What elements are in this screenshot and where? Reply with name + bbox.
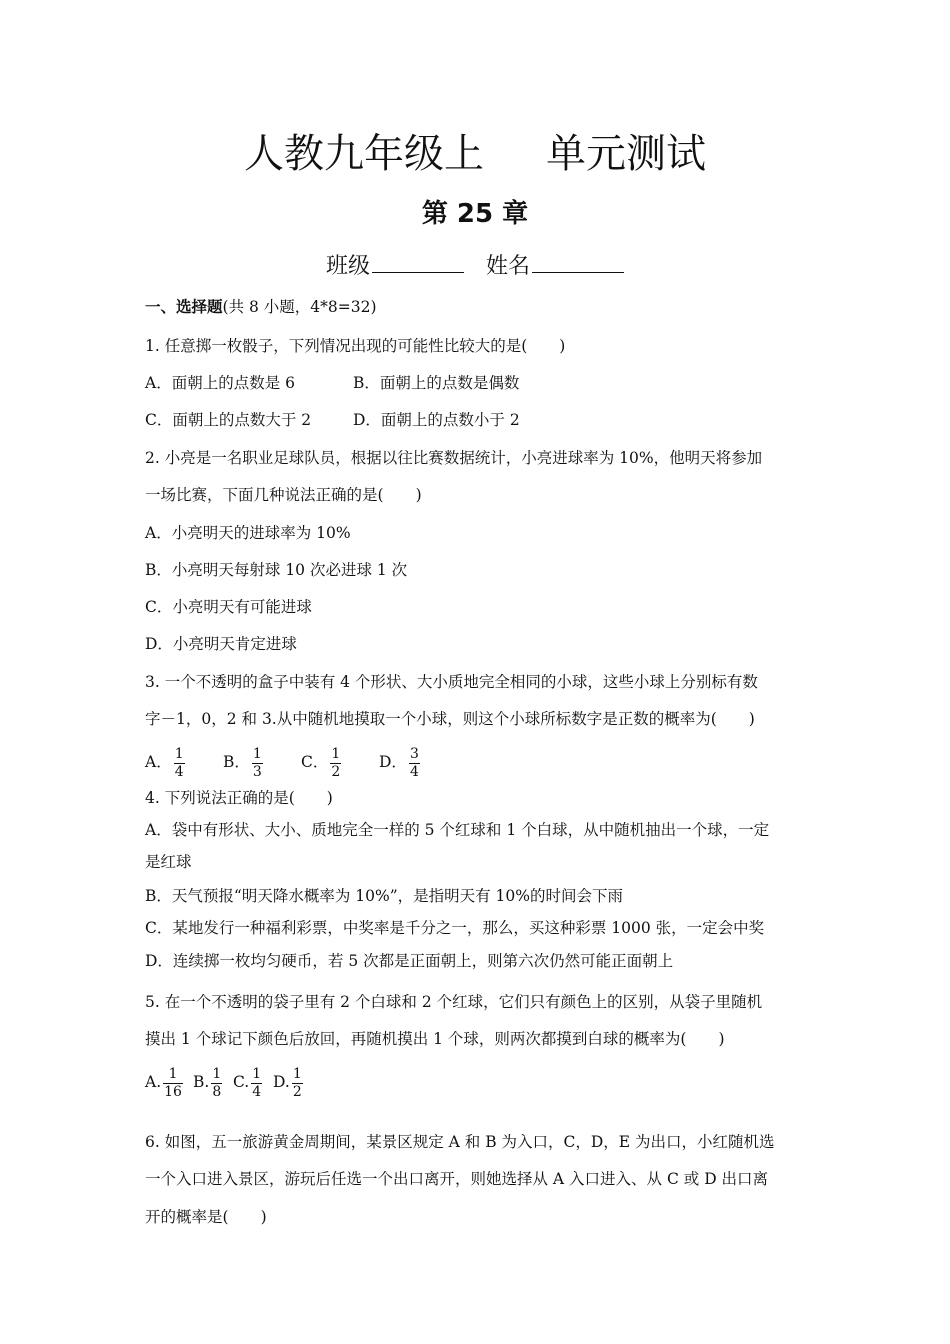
- q3-line2-text: 字－1，0，2 和 3.从中随机地摸取一个小球，则这个小球所标数字是正数的概率为(: [145, 710, 717, 728]
- q3-option-a: [145, 742, 223, 782]
- class-label: 班级: [325, 254, 370, 279]
- question-2-stem-line-1: 2. 小亮是一名职业足球队员，根据以往比赛数据统计，小亮进球率为 10%，他明天将参加: [145, 449, 763, 467]
- q5-num-b: 1: [212, 1065, 222, 1082]
- q3-label-b: B．: [223, 753, 250, 771]
- question-3-stem-line-2: [145, 709, 755, 729]
- q3-num-d: 3: [409, 745, 419, 762]
- q3-fraction-c: [330, 746, 341, 781]
- section-title: 一、选择题: [145, 297, 223, 316]
- q5-close-paren: ): [718, 1030, 725, 1048]
- q5-fraction-d: [292, 1066, 303, 1101]
- q4-option-a-line-1: A．袋中有形状、大小、质地完全一样的 5 个红球和 1 个白球，从中随机抽出一个球，一定: [145, 821, 770, 839]
- question-6-stem-line-1: 6. 如图，五一旅游黄金周期间，某景区规定 A 和 B 为入口，C，D，E 为出口，小红随机选: [145, 1133, 775, 1151]
- q1-stem-text: 1. 任意掷一枚骰子，下列情况出现的可能性比较大的是(: [145, 337, 528, 355]
- question-1-options-cd: [145, 410, 520, 430]
- q3-option-d: [379, 742, 422, 782]
- q3-fraction-d: [409, 746, 420, 781]
- section-heading: [145, 297, 377, 317]
- q3-close-paren: ): [748, 710, 755, 728]
- q5-option-c: [233, 1062, 273, 1102]
- q2-option-c: C．小亮明天有可能进球: [145, 598, 312, 616]
- q4-close-paren: ): [326, 789, 333, 807]
- q3-fraction-b: [252, 746, 263, 781]
- q5-den-a: 16: [164, 1083, 182, 1100]
- q3-den-d: 4: [409, 763, 419, 780]
- q2-option-a: A．小亮明天的进球率为 10%: [145, 524, 351, 542]
- q5-option-b: [193, 1062, 233, 1102]
- q5-label-b: B.: [193, 1073, 210, 1091]
- q1-option-a: A．面朝上的点数是 6: [145, 374, 295, 392]
- question-6-stem-line-3: [145, 1207, 267, 1227]
- question-1-options-ab: [145, 373, 519, 393]
- q3-label-d: D．: [379, 753, 407, 771]
- q3-num-a: 1: [174, 745, 184, 762]
- q3-num-b: 1: [252, 745, 262, 762]
- q4-option-a-line-2: 是红球: [145, 853, 192, 871]
- q5-label-d: D.: [273, 1073, 290, 1091]
- question-5-stem-line-2: [145, 1029, 725, 1049]
- q5-num-d: 1: [292, 1065, 302, 1082]
- q5-fraction-b: [211, 1066, 222, 1101]
- q3-label-c: C．: [301, 753, 329, 771]
- title-part-2: 单元测试: [546, 131, 706, 177]
- q5-line2-text: 摸出 1 个球记下颜色后放回，再随机摸出 1 个球，则两次都摸到白球的概率为(: [145, 1030, 687, 1048]
- name-blank: [532, 250, 624, 273]
- section-note: (共 8 小题，4*8=32): [222, 298, 377, 316]
- q1-option-d: D．面朝上的点数小于 2: [353, 411, 520, 429]
- q2-option-d: D．小亮明天肯定进球: [145, 635, 297, 653]
- q5-num-c: 1: [252, 1065, 262, 1082]
- question-3-stem-line-1: 3. 一个不透明的盒子中装有 4 个形状、大小质地完全相同的小球，这些小球上分别标有数: [145, 673, 758, 691]
- q5-option-d: [273, 1062, 305, 1102]
- q3-option-c: [301, 742, 379, 782]
- title-part-1: 人教九年级上: [244, 131, 484, 177]
- q5-den-b: 8: [212, 1083, 222, 1100]
- q5-num-a: 1: [163, 1066, 183, 1084]
- question-6-stem-line-2: 一个入口进入景区，游玩后任选一个出口离开，则她选择从 A 入口进入、从 C 或 D 出口离: [145, 1170, 769, 1188]
- question-4-stem: [145, 788, 333, 808]
- q5-option-a: [145, 1062, 193, 1102]
- q6-close-paren: ): [260, 1208, 267, 1226]
- q3-option-b: [223, 742, 301, 782]
- q4-option-d: D．连续掷一枚均匀硬币，若 5 次都是正面朝上，则第六次仍然可能正面朝上: [145, 952, 674, 970]
- page-title: [0, 128, 950, 180]
- question-5-stem-line-1: 5. 在一个不透明的袋子里有 2 个白球和 2 个红球，它们只有颜色上的区别，从袋子里随机: [145, 993, 763, 1011]
- q4-stem-text: 4. 下列说法正确的是(: [145, 789, 295, 807]
- q4-option-b: B．天气预报“明天降水概率为 10%”，是指明天有 10%的时间会下雨: [145, 887, 623, 905]
- q5-fraction-a: [163, 1066, 183, 1101]
- q5-den-d: 2: [292, 1083, 302, 1100]
- name-label: 姓名: [486, 254, 531, 279]
- q2-line2-text: 一场比赛，下面几种说法正确的是(: [145, 486, 384, 504]
- q2-option-b: B．小亮明天每射球 10 次必进球 1 次: [145, 561, 408, 579]
- q4-option-c: C．某地发行一种福利彩票，中奖率是千分之一，那么，买这种彩票 1000 张，一定会中奖: [145, 919, 765, 937]
- q3-den-c: 2: [331, 763, 341, 780]
- q1-option-b: B．面朝上的点数是偶数: [353, 374, 520, 392]
- q1-option-c: C．面朝上的点数大于 2: [145, 411, 312, 429]
- class-blank: [372, 250, 464, 273]
- question-3-options: [145, 742, 422, 782]
- question-1-stem: [145, 336, 565, 356]
- q3-den-b: 3: [252, 763, 262, 780]
- q3-den-a: 4: [174, 763, 184, 780]
- q3-num-c: 1: [331, 745, 341, 762]
- q6-line3-text: 开的概率是(: [145, 1208, 229, 1226]
- q2-close-paren: ): [415, 486, 422, 504]
- q5-label-a: A.: [145, 1073, 162, 1091]
- q3-label-a: A．: [145, 753, 172, 771]
- q5-den-c: 4: [252, 1083, 262, 1100]
- q3-fraction-a: [174, 746, 185, 781]
- q5-fraction-c: [251, 1066, 262, 1101]
- q1-close-paren: ): [559, 337, 566, 355]
- question-5-options: [145, 1062, 305, 1102]
- question-2-stem-line-2: [145, 485, 422, 505]
- q5-label-c: C.: [233, 1073, 250, 1091]
- chapter-heading: 第 25 章: [421, 199, 529, 229]
- student-info-line: [0, 250, 950, 282]
